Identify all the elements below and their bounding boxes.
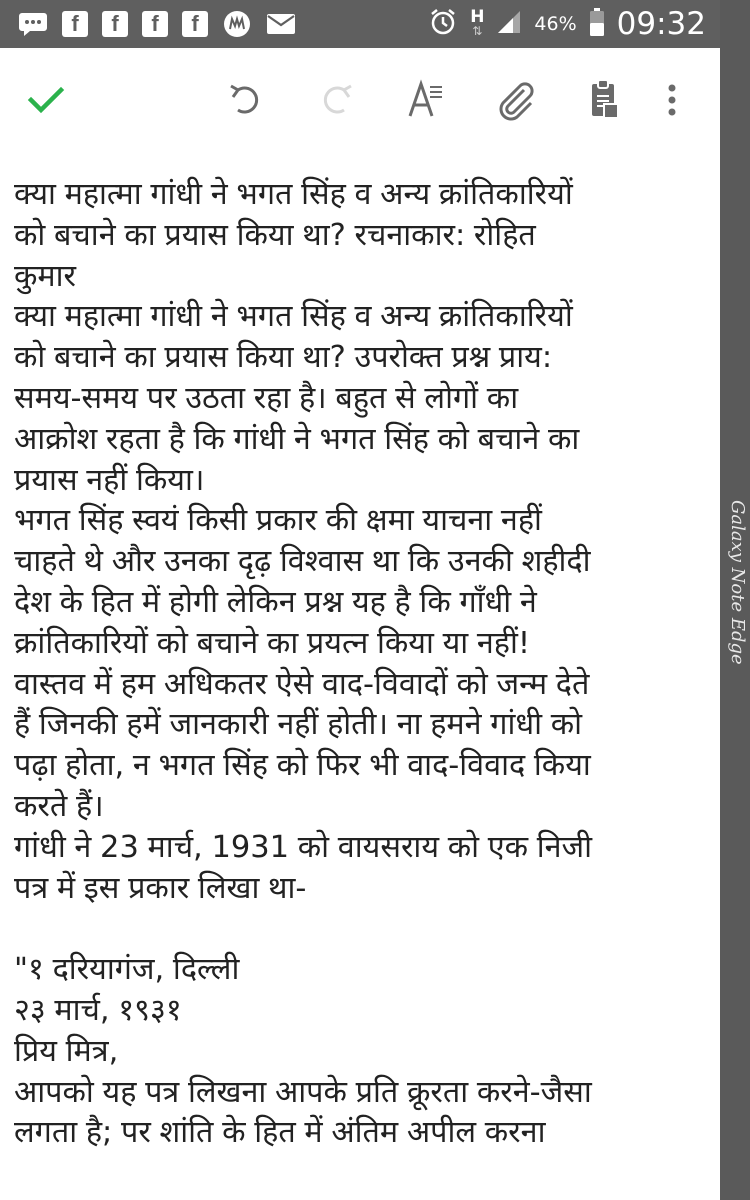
note-line: चाहते थे और उनका दृढ़ विश्वास था कि उनकी शहीदी: [14, 544, 591, 580]
attach-icon: [494, 78, 538, 122]
email-icon: [266, 13, 296, 35]
note-body[interactable]: [14, 175, 714, 1154]
note-line: क्या महात्मा गांधी ने भगत सिंह व अन्य क्रांतिकारियों: [14, 177, 573, 212]
note-line: पढ़ा होता, न भगत सिंह को फिर भी वाद-विवाद किया: [14, 748, 591, 784]
note-line: लगता है; पर शांति के हित में अंतिम अपील करना: [14, 1115, 546, 1151]
redo-icon: [316, 80, 356, 120]
facebook-icon: f: [62, 11, 88, 37]
notification-icons: [18, 9, 310, 39]
done-button[interactable]: [24, 78, 68, 122]
note-line: वास्तव में हम अधिकतर ऐसे वाद-विवादों को जन्म देते: [14, 666, 590, 702]
facebook-icon: f: [142, 11, 168, 37]
mw-app-icon: [222, 9, 252, 39]
battery-percent: 46%: [534, 13, 577, 35]
note-line: भगत सिंह स्वयं किसी प्रकार की क्षमा याचना नहीं: [14, 503, 542, 539]
clock: 09:32: [616, 6, 706, 42]
note-line: करते हैं।: [14, 788, 104, 824]
clipboard-button[interactable]: [582, 78, 626, 122]
note-line: "१ दरियागंज, दिल्ली: [14, 952, 240, 988]
network-type-icon: H ⇅: [470, 7, 485, 38]
editor-toolbar: [0, 48, 720, 152]
blank-line: [14, 909, 714, 950]
note-line: को बचाने का प्रयास किया था? रचनाकार: रोहित: [14, 217, 536, 253]
device-label: Galaxy Note Edge: [727, 500, 748, 665]
note-line: को बचाने का प्रयास किया था? उपरोक्त प्रश्न प्राय:: [14, 340, 553, 376]
more-options-button[interactable]: [650, 78, 694, 122]
signal-icon: [496, 9, 522, 39]
note-line: हैं जिनकी हमें जानकारी नहीं होती। ना हमने गांधी को: [14, 707, 583, 743]
note-line: क्या महात्मा गांधी ने भगत सिंह व अन्य क्रांतिकारियों: [14, 299, 573, 335]
note-line: प्रयास नहीं किया।: [14, 462, 205, 498]
facebook-icon: f: [102, 11, 128, 37]
edge-panel: [720, 0, 750, 1200]
battery-icon: [589, 7, 605, 41]
note-line: आपको यह पत्र लिखना आपके प्रति क्रूरता करने-जैसा: [14, 1074, 592, 1110]
checkmark-icon: [26, 80, 66, 120]
note-line: क्रांतिकारियों को बचाने का प्रयत्न किया या नहीं!: [14, 625, 531, 661]
text-format-button[interactable]: [404, 78, 448, 122]
clipboard-icon: [584, 78, 624, 122]
facebook-icon: f: [182, 11, 208, 37]
text-format-icon: [404, 78, 448, 122]
attach-button[interactable]: [494, 78, 538, 122]
note-line: देश के हित में होगी लेकिन प्रश्न यह है कि गाँधी ने: [14, 584, 537, 620]
chat-bubble-icon: [18, 10, 48, 38]
note-line: गांधी ने 23 मार्च, 1931 को वायसराय को एक निजी: [14, 829, 593, 865]
note-line: पत्र में इस प्रकार लिखा था-: [14, 870, 307, 906]
note-line: प्रिय मित्र,: [14, 1033, 119, 1069]
status-bar: [0, 0, 720, 48]
undo-icon: [226, 80, 266, 120]
note-line: समय-समय पर उठता रहा है। बहुत से लोगों का: [14, 380, 519, 416]
note-line: आक्रोश रहता है कि गांधी ने भगत सिंह को बचाने का: [14, 421, 580, 457]
note-line: कुमार: [14, 258, 77, 294]
more-icon: [662, 80, 682, 120]
redo-button[interactable]: [314, 78, 358, 122]
undo-button[interactable]: [224, 78, 268, 122]
alarm-icon: [428, 7, 458, 41]
note-line: २३ मार्च, १९३१: [14, 992, 182, 1028]
system-status: [416, 4, 706, 44]
